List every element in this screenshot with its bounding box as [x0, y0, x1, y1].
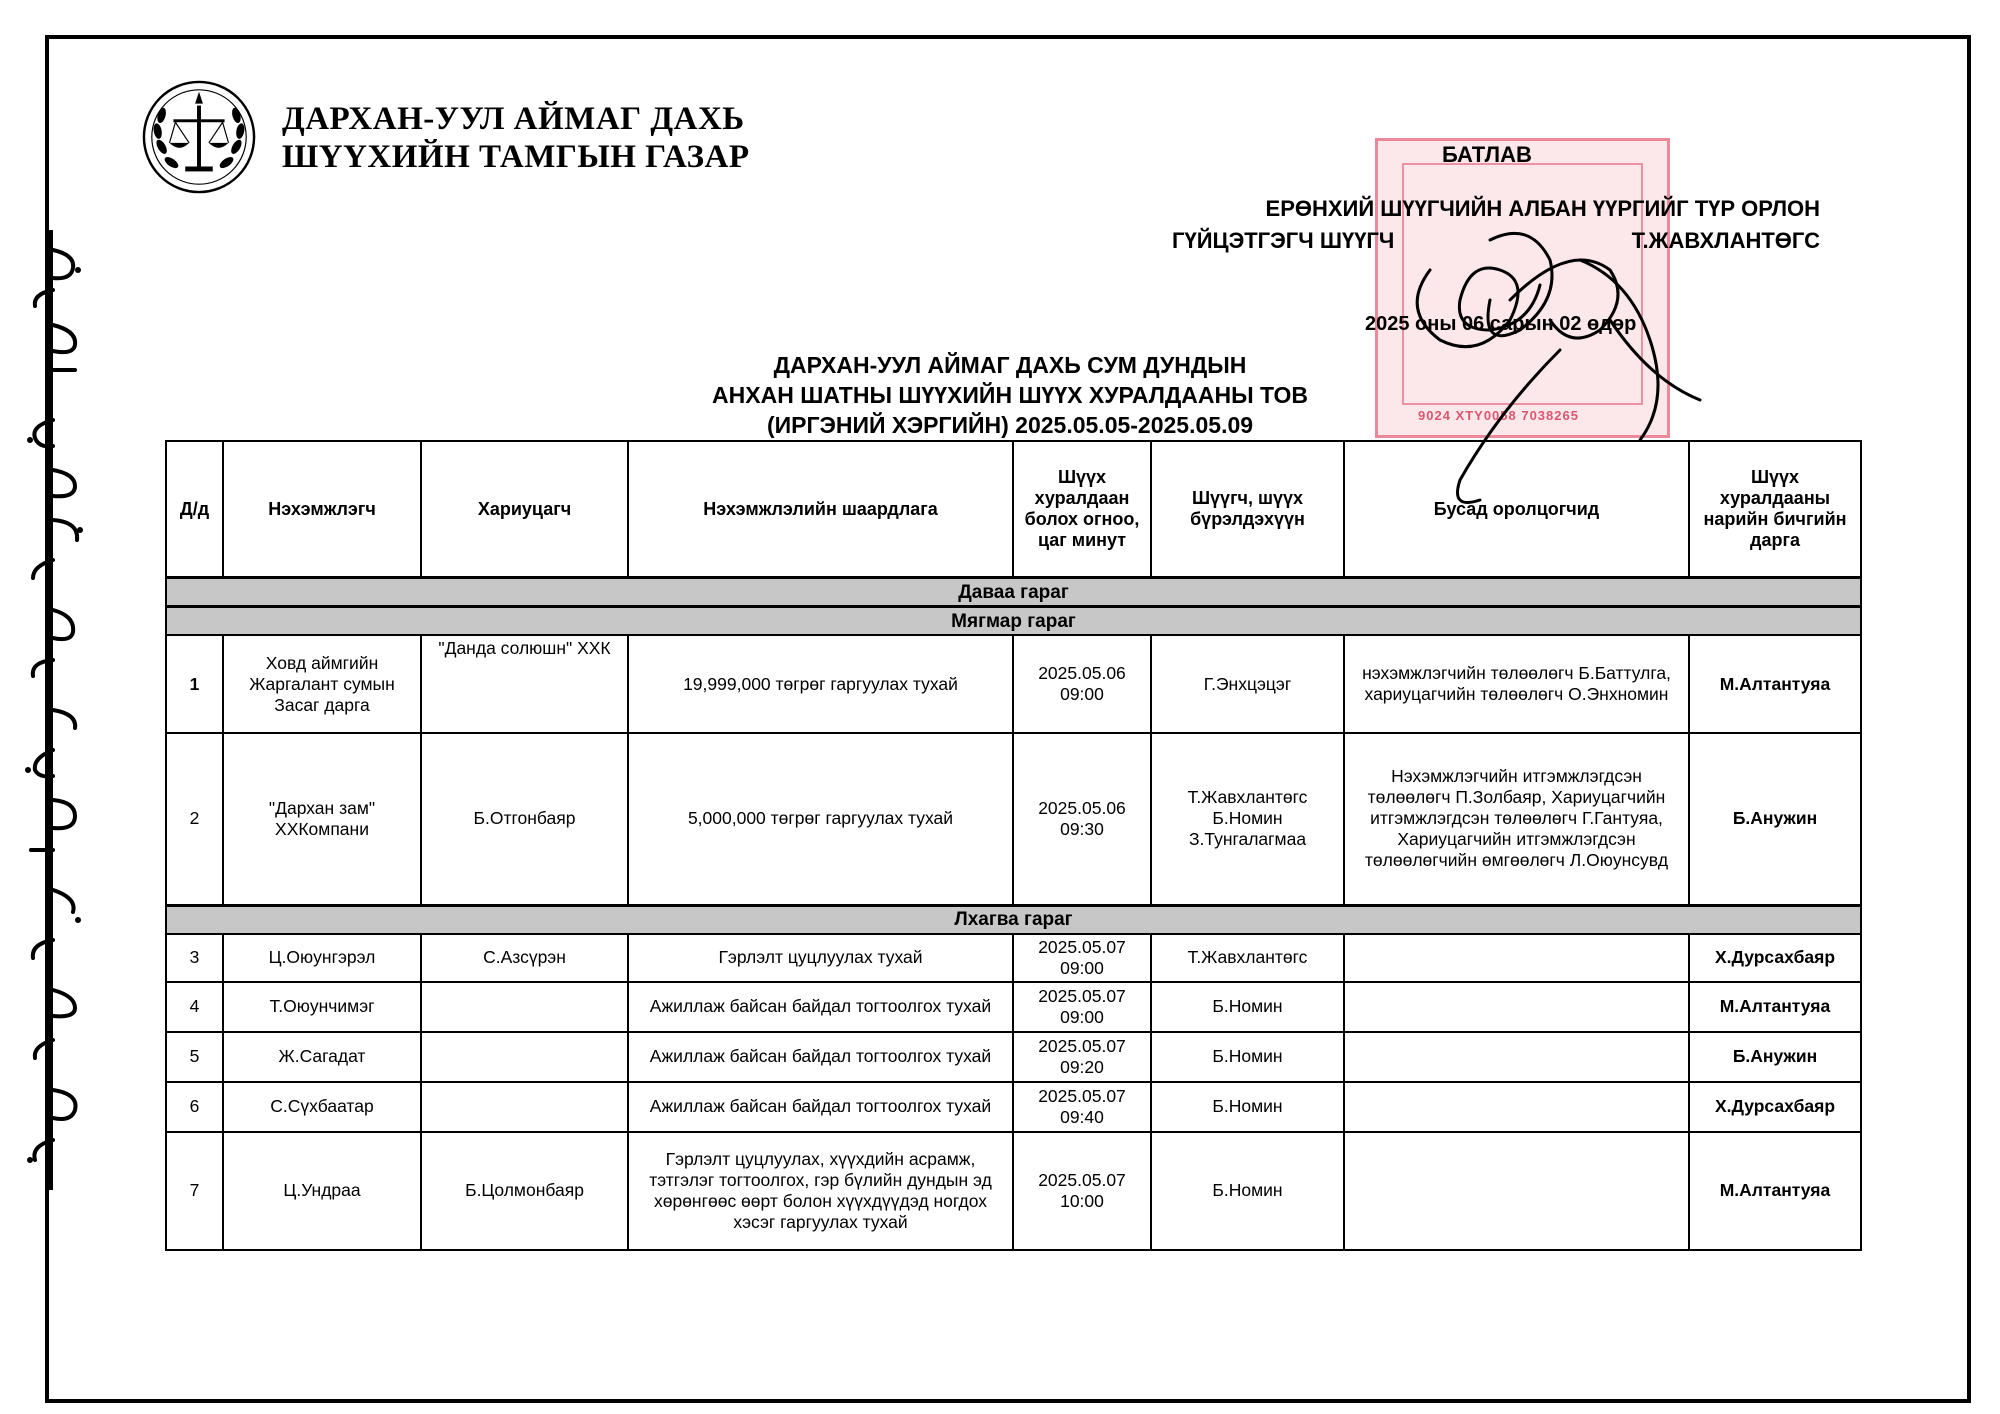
row-plaintiff: Ховд аймгийн Жаргалант сумын Засаг дарга [223, 635, 421, 733]
table-row [166, 635, 1861, 733]
row-time: 09:00 [1060, 684, 1104, 704]
court-name [282, 100, 749, 176]
title-line1: ДАРХАН-УУЛ АЙМАГ ДАХЬ СУМ ДУНДЫН [773, 352, 1247, 378]
row-date: 2025.05.06 [1038, 663, 1126, 683]
row-time: 09:30 [1060, 818, 1104, 839]
approval-date: 2025 оны 06 сарын 02 өдөр [1365, 313, 1637, 335]
row-judge: Б.Номин [1151, 1132, 1344, 1250]
row-plaintiff: Ц.Ундраа [223, 1132, 421, 1250]
row-claim: Гэрлэлт цуцлуулах, хүүхдийн асрамж, тэтгэлэг тогтоолгох, гэр бүлийн дундын эд хөрөнгөөс өөрт болон хүүхдүүдэд ногдох хэсэг гаргуулах тухай [628, 1132, 1013, 1250]
row-claim: Ажиллаж байсан байдал тогтоолгох тухай [628, 982, 1013, 1032]
approver-role-line1: ЕРӨНХИЙ ШҮҮГЧИЙН АЛБАН ҮҮРГИЙГ ТҮР ОРЛОН [1265, 196, 1820, 221]
row-defendant: С.Азсүрэн [421, 934, 628, 982]
row-datetime [1013, 1132, 1151, 1250]
row-others: Нэхэмжлэгчийн итгэмжлэгдсэн төлөөлөгч П.Золбаяр, Хариуцагчийн итгэмжлэгдсэн төлөөлөгч Г.Гантуяа, Хариуцагчийн итгэмжлэгдсэн төлөөлөгчийн өмгөөлөгч Л.Оюунсувд [1344, 733, 1689, 905]
row-judge: Г.Энхцэцэг [1151, 635, 1344, 733]
row-defendant [421, 1082, 628, 1132]
row-datetime [1013, 733, 1151, 905]
header-others: Бусад оролцогчид [1344, 441, 1689, 578]
row-secretary: М.Алтантуяа [1689, 982, 1861, 1032]
row-judge: Б.Номин [1151, 1082, 1344, 1132]
title-line2: АНХАН ШАТНЫ ШҮҮХИЙН ШҮҮХ ХУРАЛДААНЫ ТОВ [712, 382, 1308, 408]
row-date: 2025.05.06 [1038, 797, 1126, 818]
row-datetime [1013, 934, 1151, 982]
row-secretary: Б.Анужин [1689, 1032, 1861, 1082]
row-plaintiff: Ж.Сагадат [223, 1032, 421, 1082]
row-judge: Б.Номин [1151, 982, 1344, 1032]
row-others: нэхэмжлэгчийн төлөөлөгч Б.Баттулга, хариуцагчийн төлөөлөгч О.Энхномин [1344, 635, 1689, 733]
row-defendant: Б.Цолмонбаяр [421, 1132, 628, 1250]
row-others [1344, 1082, 1689, 1132]
row-date: 2025.05.07 [1038, 1169, 1126, 1190]
row-plaintiff: "Дархан зам" ХХКомпани [223, 733, 421, 905]
row-others [1344, 1032, 1689, 1082]
header-plaintiff: Нэхэмжлэгч [223, 441, 421, 578]
row-date: 2025.05.07 [1038, 985, 1126, 1006]
row-time: 09:00 [1060, 957, 1104, 978]
title-line3: (ИРГЭНИЙ ХЭРГИЙН) 2025.05.05-2025.05.09 [766, 412, 1254, 438]
row-defendant: "Данда солюшн" ХХК [421, 635, 628, 733]
row-time: 09:20 [1060, 1056, 1104, 1077]
row-date: 2025.05.07 [1038, 1085, 1126, 1106]
table-row [166, 934, 1861, 982]
row-judge: Т.Жавхлантөгс [1151, 934, 1344, 982]
header-datetime: Шүүх хуралдаан болох огноо, цаг минут [1013, 441, 1151, 578]
day-label: Даваа гараг [166, 578, 1861, 607]
row-datetime [1013, 635, 1151, 733]
row-num: 5 [166, 1032, 223, 1082]
table-row [166, 1082, 1861, 1132]
row-plaintiff: С.Сүхбаатар [223, 1082, 421, 1132]
row-num: 3 [166, 934, 223, 982]
approver-role-line2: ГҮЙЦЭТГЭГЧ ШҮҮГЧ [1172, 228, 1395, 253]
day-row-wednesday [166, 905, 1861, 934]
row-num: 7 [166, 1132, 223, 1250]
table-header-row [166, 441, 1861, 578]
approver-name: Т.ЖАВХЛАНТӨГС [1631, 228, 1820, 253]
row-others [1344, 934, 1689, 982]
row-claim: 5,000,000 төгрөг гаргуулах тухай [628, 733, 1013, 905]
row-secretary: М.Алтантуяа [1689, 635, 1861, 733]
mongolian-script-vertical-text [0, 230, 100, 1190]
day-label: Лхагва гараг [166, 905, 1861, 934]
header-defendant: Хариуцагч [421, 441, 628, 578]
row-plaintiff: Т.Оюунчимэг [223, 982, 421, 1032]
document-title [660, 350, 1360, 440]
row-others [1344, 1132, 1689, 1250]
row-judge: Б.Номин [1151, 1032, 1344, 1082]
row-num: 2 [166, 733, 223, 905]
row-time: 09:00 [1060, 1006, 1104, 1027]
table-row [166, 733, 1861, 905]
court-name-line1: ДАРХАН-УУЛ АЙМАГ ДАХЬ [282, 101, 745, 137]
row-claim: 19,999,000 төгрөг гаргуулах тухай [628, 635, 1013, 733]
row-judge: Т.Жавхлантөгс Б.Номин З.Тунгалагмаа [1151, 733, 1344, 905]
scales-of-justice-icon [140, 78, 258, 196]
row-time: 09:40 [1060, 1106, 1104, 1127]
table-row [166, 982, 1861, 1032]
row-secretary: Б.Анужин [1689, 733, 1861, 905]
day-row-tuesday [166, 607, 1861, 636]
row-secretary: М.Алтантуяа [1689, 1132, 1861, 1250]
row-defendant: Б.Отгонбаяр [421, 733, 628, 905]
row-claim: Ажиллаж байсан байдал тогтоолгох тухай [628, 1032, 1013, 1082]
row-num: 6 [166, 1082, 223, 1132]
hearing-schedule-table [165, 440, 1862, 1251]
approve-word: БАТЛАВ [1442, 142, 1532, 167]
row-defendant [421, 1032, 628, 1082]
row-datetime [1013, 982, 1151, 1032]
row-others [1344, 982, 1689, 1032]
row-num: 1 [166, 635, 223, 733]
row-defendant [421, 982, 628, 1032]
row-claim: Гэрлэлт цуцлуулах тухай [628, 934, 1013, 982]
court-name-line2: ШҮҮХИЙН ТАМГЫН ГАЗАР [282, 139, 750, 175]
row-secretary: Х.Дурсахбаяр [1689, 1082, 1861, 1132]
row-num: 4 [166, 982, 223, 1032]
table-row [166, 1132, 1861, 1250]
header-num: Д/д [166, 441, 223, 578]
table-row [166, 1032, 1861, 1082]
header-judge: Шүүгч, шүүх бүрэлдэхүүн [1151, 441, 1344, 578]
day-label: Мягмар гараг [166, 607, 1861, 636]
row-date: 2025.05.07 [1038, 1035, 1126, 1056]
header-secretary: Шүүх хуралдааны нарийн бичгийн дарга [1689, 441, 1861, 578]
header-claim: Нэхэмжлэлийн шаардлага [628, 441, 1013, 578]
day-row-monday [166, 578, 1861, 607]
row-datetime [1013, 1032, 1151, 1082]
row-claim: Ажиллаж байсан байдал тогтоолгох тухай [628, 1082, 1013, 1132]
row-plaintiff: Ц.Оюунгэрэл [223, 934, 421, 982]
row-time: 10:00 [1060, 1190, 1104, 1211]
seal-number: 9024 XTY0058 7038265 [1418, 408, 1579, 423]
row-datetime [1013, 1082, 1151, 1132]
row-secretary: Х.Дурсахбаяр [1689, 934, 1861, 982]
row-date: 2025.05.07 [1038, 936, 1126, 957]
